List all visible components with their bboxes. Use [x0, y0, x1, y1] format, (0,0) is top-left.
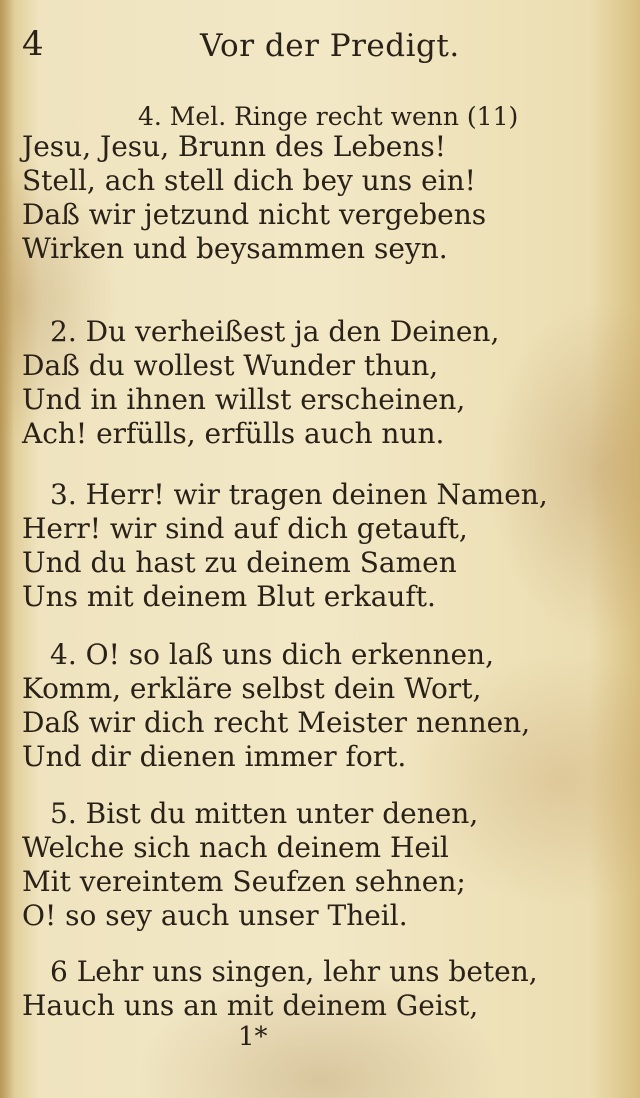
- verse-line: 5. Bist du mitten unter denen,: [50, 797, 479, 830]
- verse-line: 2. Du verheißest ja den Deinen,: [50, 315, 500, 348]
- verse-line: Jesu, Jesu, Brunn des Lebens!: [22, 130, 447, 163]
- verse-line: Und in ihnen willst erscheinen,: [22, 383, 466, 416]
- verse-line: 4. O! so laß uns dich erkennen,: [50, 638, 494, 671]
- verse-line: Daß wir dich recht Meister nennen,: [22, 706, 531, 739]
- melody-indication: 4. Mel. Ringe recht wenn (11): [138, 102, 519, 131]
- verse-line: Daß du wollest Wunder thun,: [22, 349, 439, 382]
- verse-line: Stell, ach stell dich bey uns ein!: [22, 164, 476, 197]
- stanza-6: [22, 955, 622, 1023]
- verse-line: 3. Herr! wir tragen deinen Namen,: [50, 478, 548, 511]
- verse-line: Und du hast zu deinem Samen: [22, 546, 457, 579]
- verse-line: Mit vereintem Seufzen sehnen;: [22, 865, 466, 898]
- verse-line: Komm, erkläre selbst dein Wort,: [22, 672, 482, 705]
- verse-line: 6 Lehr uns singen, lehr uns beten,: [50, 955, 538, 988]
- stanza-2: [22, 315, 622, 451]
- verse-line: O! so sey auch unser Theil.: [22, 899, 408, 932]
- verse-line: Wirken und beysammen seyn.: [22, 232, 448, 265]
- page-header: [0, 18, 640, 68]
- verse-line: Hauch uns an mit deinem Geist,: [22, 989, 479, 1022]
- stanza-4: [22, 638, 622, 774]
- verse-line: Welche sich nach deinem Heil: [22, 831, 449, 864]
- stanza-1: [22, 130, 622, 266]
- verse-line: Herr! wir sind auf dich getauft,: [22, 512, 468, 545]
- signature-mark: 1*: [238, 1022, 268, 1052]
- verse-line: Uns mit deinem Blut erkauft.: [22, 580, 436, 613]
- verse-line: Ach! erfülls, erfülls auch nun.: [22, 417, 445, 450]
- page-number: 4: [22, 24, 44, 64]
- verse-line: Daß wir jetzund nicht vergebens: [22, 198, 487, 231]
- stanza-5: [22, 797, 622, 933]
- stanza-3: [22, 478, 622, 614]
- page-edge-shadow: [0, 0, 14, 1098]
- running-title: Vor der Predigt.: [200, 28, 460, 64]
- verse-line: Und dir dienen immer fort.: [22, 740, 407, 773]
